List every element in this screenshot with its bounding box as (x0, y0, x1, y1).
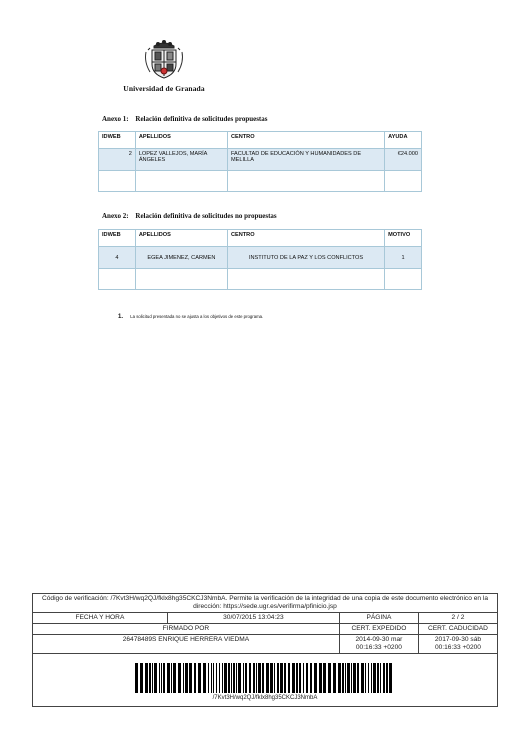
barcode (135, 663, 395, 693)
empty-row (99, 171, 422, 192)
column-header-ayuda: AYUDA (385, 132, 422, 149)
annex-1-number: Anexo 1: (102, 115, 129, 123)
barcode-text: /7Kvt3H/wq2QJ/fklx8hg35CKCJ3NmbA (212, 694, 318, 701)
caducidad-value: 2017-09-30 sáb 00:16:33 +0200 (418, 635, 497, 654)
table-header-row (99, 132, 422, 149)
empty-cell (385, 269, 422, 290)
column-header-motivo: MOTIVO (385, 230, 422, 247)
empty-cell (385, 171, 422, 192)
empty-cell (99, 171, 136, 192)
pagina-label: PÁGINA (339, 613, 418, 624)
empty-cell (135, 171, 227, 192)
footnote-text: La solicitud presentada no se ajusta a los objetivos de este programa. (130, 314, 264, 319)
footnote-number: 1. (118, 314, 124, 320)
university-name: Universidad de Granada (123, 84, 205, 93)
verification-text: Código de verificación: /7Kvt3H/wq2QJ/fklx8hg35CKCJ3NmbA. Permite la verificación de la integridad de una copia de este documento electrónico en la dirección: https://sede.ugr.es/verifirma/pfinicio.jsp (33, 594, 498, 613)
table-row (99, 247, 422, 269)
annex-1-heading: Relación definitiva de solicitudes propuestas (135, 115, 268, 123)
empty-row (99, 269, 422, 290)
signature-block (32, 593, 498, 707)
cell-idweb: 2 (99, 149, 136, 171)
empty-cell (99, 269, 136, 290)
footnote (118, 314, 263, 320)
university-logo (110, 38, 218, 93)
university-crest-icon (142, 38, 186, 82)
cell-ayuda: €24.000 (385, 149, 422, 171)
column-header-centro: CENTRO (227, 230, 384, 247)
table-row (99, 149, 422, 171)
fecha-value: 30/07/2015 13:04:23 (167, 613, 339, 624)
column-header-apellidos: APELLIDOS (135, 230, 227, 247)
empty-cell (227, 171, 384, 192)
expedido-value: 2014-09-30 mar 00:16:33 +0200 (339, 635, 418, 654)
column-header-idweb: IDWEB (99, 132, 136, 149)
fecha-label: FECHA Y HORA (33, 613, 168, 624)
annex-2-heading: Relación definitiva de solicitudes no propuestas (135, 212, 277, 220)
column-header-apellidos: APELLIDOS (135, 132, 227, 149)
barcode-cell (33, 654, 498, 707)
annex-1-table (98, 131, 422, 192)
cell-motivo: 1 (385, 247, 422, 269)
cell-idweb: 4 (99, 247, 136, 269)
firmante: 26478489S ENRIQUE HERRERA VIEDMA (33, 635, 340, 654)
cell-centro: FACULTAD DE EDUCACIÓN Y HUMANIDADES DE MELILLA (227, 149, 384, 171)
expedido-label: CERT. EXPEDIDO (339, 624, 418, 635)
annex-2-number: Anexo 2: (102, 212, 129, 220)
empty-cell (227, 269, 384, 290)
column-header-idweb: IDWEB (99, 230, 136, 247)
table-header-row (99, 230, 422, 247)
cell-apellidos: EGEA JIMENEZ, CARMEN (135, 247, 227, 269)
firmado-label: FIRMADO POR (33, 624, 340, 635)
caducidad-label: CERT. CADUCIDAD (418, 624, 497, 635)
annex-2-table (98, 229, 422, 290)
cell-apellidos: LOPEZ VALLEJOS, MARÍA ÁNGELES (135, 149, 227, 171)
pagina-value: 2 / 2 (418, 613, 497, 624)
column-header-centro: CENTRO (227, 132, 384, 149)
annex-2-title (102, 212, 277, 220)
empty-cell (135, 269, 227, 290)
annex-1-title (102, 115, 268, 123)
cell-centro: INSTITUTO DE LA PAZ Y LOS CONFLICTOS (227, 247, 384, 269)
